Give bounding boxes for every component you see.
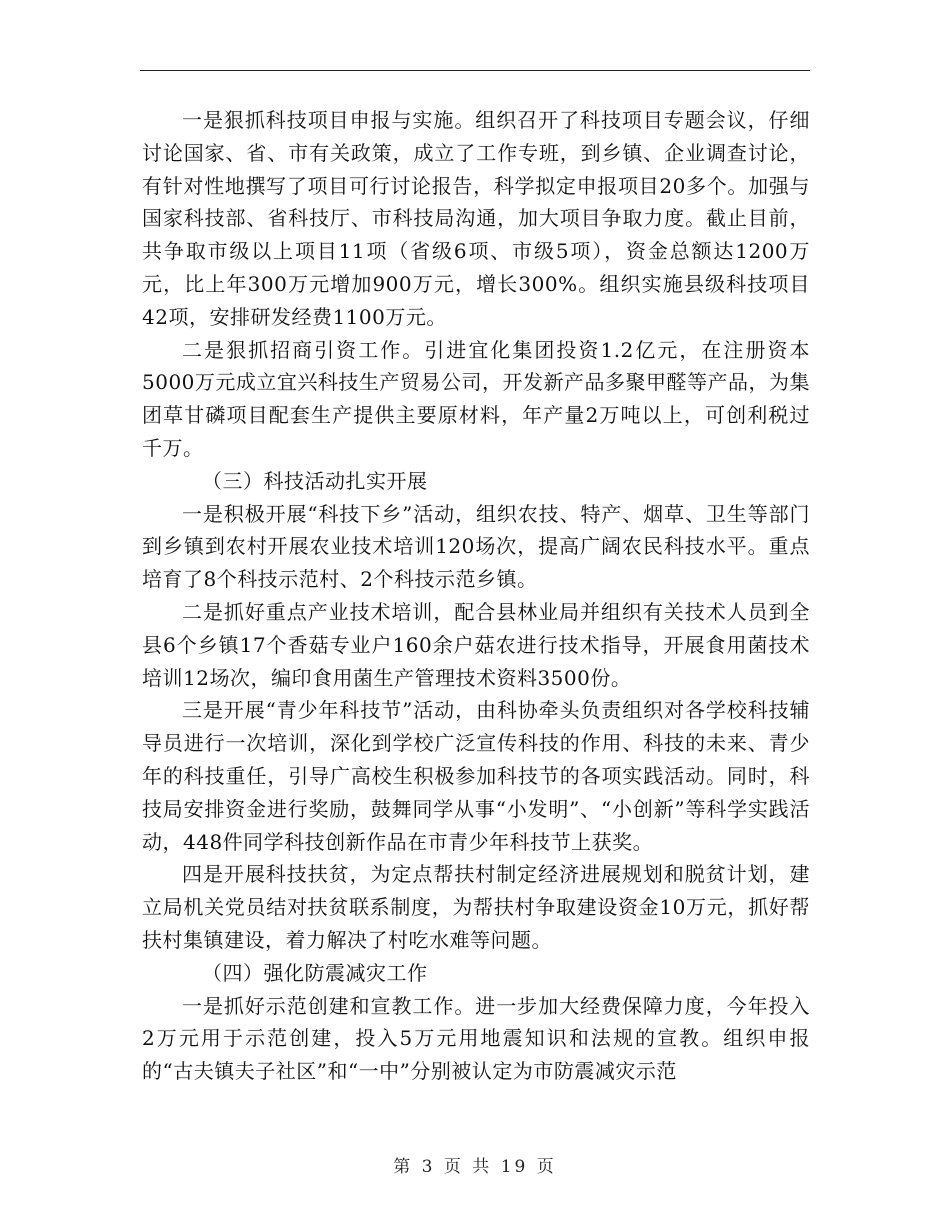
paragraph-youth-tech-festival: 三是开展“青少年科技节”活动，由科协牵头负责组织对各学校科技辅导员进行一次培训，深化到学校广泛宣传科技的作用、科技的未来、青少年的科技重任，引导广高校生积极参加科技节的各项实践活动。同时，科技局安排资金进行奖励，鼓舞同学从事“小发明”、“小创新”等科学实践活动，448件同学科技创新作品在市青少年科技节上获奖。	[142, 698, 810, 854]
section-heading-earthquake: （四）强化防震减灾工作	[202, 960, 428, 985]
paragraph-tech-to-countryside: 一是积极开展“科技下乡”活动，组织农技、特产、烟草、卫生等部门到乡镇到农村开展农业技术培训120场次，提高广阔农民科技水平。重点培育了8个科技示范村、2个科技示范乡镇。	[142, 501, 810, 592]
section-heading-tech-activities: （三）科技活动扎实开展	[202, 468, 428, 493]
paragraph-poverty-alleviation: 四是开展科技扶贫，为定点帮扶村制定经济进展规划和脱贫计划，建立局机关党员结对扶贫联系制度，为帮扶村争取建设资金10万元，抓好帮扶村集镇建设，着力解决了村吃水难等问题。	[142, 862, 810, 952]
paragraph-project-application: 一是狠抓科技项目申报与实施。组织召开了科技项目专题会议，仔细讨论国家、省、市有关政策，成立了工作专班，到乡镇、企业调查讨论，有针对性地撰写了项目可行讨论报告，科学拟定申报项目20多个。加强与国家科技部、省科技厅、市科技局沟通，加大项目争取力度。截止目前，共争取市级以上项目11项（省级6项、市级5项），资金总额达1200万元，比上年300万元增加900万元，增长300%。组织实施县级科技项目42项，安排研发经费1100万元。	[142, 108, 810, 329]
header-rule	[140, 70, 810, 71]
page-number-footer: 第 3 页 共 19 页	[393, 1157, 557, 1177]
paragraph-industry-training: 二是抓好重点产业技术培训，配合县林业局并组织有关技术人员到全县6个乡镇17个香菇专业户160余户菇农进行技术指导，开展食用菌技术培训12场次，编印食用菌生产管理技术资料3500份。	[142, 599, 810, 690]
body-text	[142, 104, 810, 1088]
paragraph-investment: 二是狠抓招商引资工作。引进宜化集团投资1.2亿元，在注册资本5000万元成立宜兴科技生产贸易公司，开发新产品多聚甲醛等产品，为集团草甘磷项目配套生产提供主要原材料，年产量2万吨以上，可创利税过千万。	[142, 337, 810, 460]
paragraph-demonstration: 一是抓好示范创建和宣教工作。进一步加大经费保障力度，今年投入2万元用于示范创建，投入5万元用地震知识和法规的宣教。组织申报的“古夫镇夫子社区”和“一中”分别被认定为市防震减灾示范	[142, 993, 810, 1084]
